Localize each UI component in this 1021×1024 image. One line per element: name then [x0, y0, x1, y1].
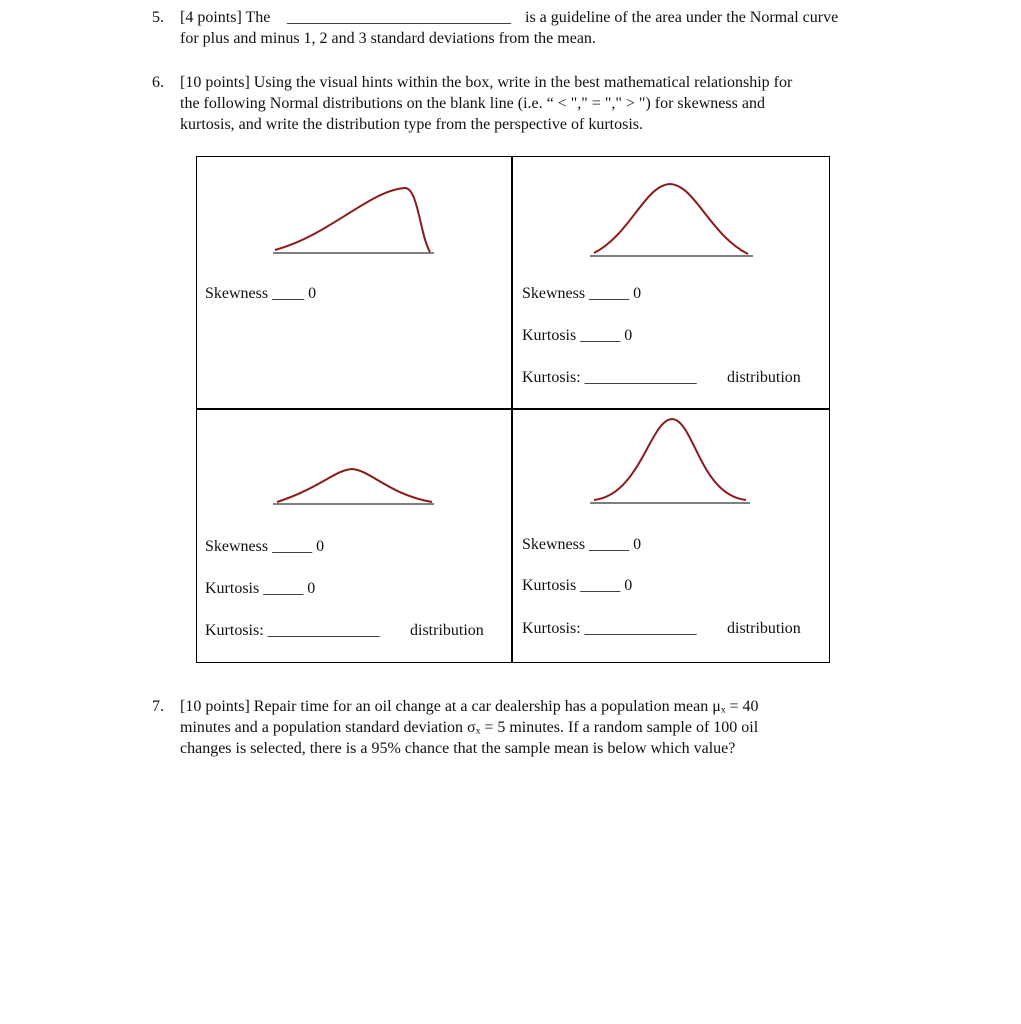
q5-text-line2: for plus and minus 1, 2 and 3 standard deviations from the mean. [180, 30, 596, 47]
tr-kurtosis-type: Kurtosis: ______________ [522, 369, 697, 386]
curve-platykurtic [277, 469, 432, 502]
br-kurtosis: Kurtosis _____ 0 [522, 577, 633, 594]
bl-skewness: Skewness _____ 0 [205, 538, 325, 555]
q7-text-line2: minutes and a population standard deviation σₓ = 5 minutes. If a random sample of 100 oil [180, 719, 759, 736]
tr-kurtosis: Kurtosis _____ 0 [522, 327, 633, 344]
q5-blank: ____________________________ [287, 9, 511, 26]
q7-text-line1: [10 points] Repair time for an oil change at a car dealership has a population mean μₓ = 40 [180, 698, 759, 715]
curve-leptokurtic [594, 419, 746, 500]
bl-kurtosis: Kurtosis _____ 0 [205, 580, 316, 597]
tl-skewness: Skewness ____ 0 [205, 285, 317, 302]
q6-number: 6. [152, 74, 164, 91]
curve-left-skewed [275, 188, 430, 252]
bl-suffix: distribution [410, 622, 484, 639]
br-skewness: Skewness _____ 0 [522, 536, 642, 553]
tr-suffix: distribution [727, 369, 801, 386]
q5-number: 5. [152, 9, 164, 26]
q7-number: 7. [152, 698, 164, 715]
bl-kurtosis-type: Kurtosis: ______________ [205, 622, 380, 639]
q5-text-post: is a guideline of the area under the Normal curve [525, 9, 839, 26]
q5-text-pre: [4 points] The [180, 9, 271, 26]
tr-skewness: Skewness _____ 0 [522, 285, 642, 302]
curve-normal [594, 184, 748, 254]
br-kurtosis-type: Kurtosis: ______________ [522, 620, 697, 637]
q6-text-line3: kurtosis, and write the distribution type from the perspective of kurtosis. [180, 116, 644, 133]
q7-text-line3: changes is selected, there is a 95% chance that the sample mean is below which value? [180, 740, 736, 757]
q6-text-line1: [10 points] Using the visual hints within the box, write in the best mathematical relationship for [180, 74, 793, 91]
br-suffix: distribution [727, 620, 801, 637]
q6-text-line2: the following Normal distributions on the blank line (i.e. “ < "," = "," > ") for skewness and [180, 95, 765, 112]
